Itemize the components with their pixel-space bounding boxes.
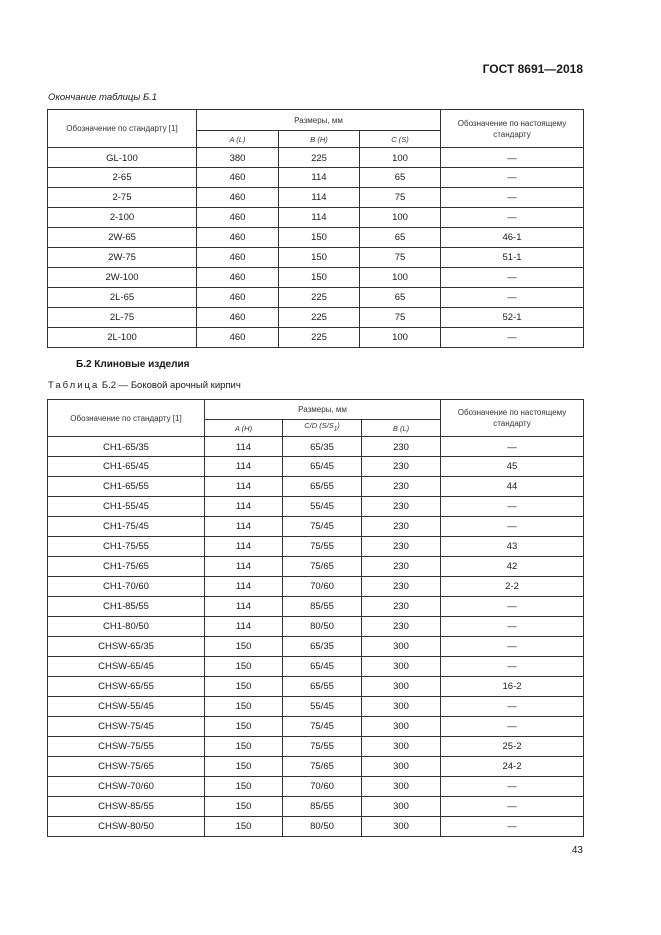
cell-size-1: 114	[205, 477, 283, 497]
cell-size-1: 460	[197, 168, 279, 188]
cell-designation: CHSW-75/65	[48, 757, 205, 777]
cell-size-3: 230	[362, 517, 441, 537]
cell-size-2: 55/45	[283, 497, 362, 517]
cell-current-designation: 2-2	[441, 577, 584, 597]
table-row	[48, 657, 584, 677]
cell-current-designation: —	[441, 717, 584, 737]
cell-size-3: 300	[362, 717, 441, 737]
cell-size-1: 150	[205, 637, 283, 657]
table-row	[48, 437, 584, 457]
cell-designation: 2L-65	[48, 288, 197, 308]
table2-caption-word: Таблица	[48, 380, 100, 391]
cell-designation: CHSW-70/60	[48, 777, 205, 797]
table-row	[48, 797, 584, 817]
cell-size-3: 300	[362, 797, 441, 817]
table-b2	[47, 399, 584, 837]
table-row	[48, 148, 584, 168]
table-row	[48, 188, 584, 208]
cell-size-3: 300	[362, 697, 441, 717]
table-row	[48, 477, 584, 497]
table-row	[48, 577, 584, 597]
cell-size-1: 114	[205, 557, 283, 577]
table-row	[48, 168, 584, 188]
header-sizes: Размеры, мм	[197, 110, 441, 131]
table2-caption-text: Б.2 — Боковой арочный кирпич	[99, 380, 241, 391]
cell-size-2: 65/35	[283, 437, 362, 457]
cell-designation: 2W-65	[48, 228, 197, 248]
header-sizes: Размеры, мм	[205, 400, 441, 420]
cell-current-designation: —	[441, 517, 584, 537]
cell-current-designation: —	[441, 637, 584, 657]
cell-designation: CHSW-65/55	[48, 677, 205, 697]
cell-size-3: 65	[360, 288, 441, 308]
cell-size-3: 75	[360, 188, 441, 208]
cell-size-3: 300	[362, 757, 441, 777]
cell-size-2: 225	[279, 288, 360, 308]
cell-current-designation: —	[441, 497, 584, 517]
table-row	[48, 228, 584, 248]
cell-size-3: 230	[362, 597, 441, 617]
header-cd-close: )	[337, 421, 340, 431]
standard-header: ГОСТ 8691—2018	[482, 62, 583, 76]
table-row	[48, 677, 584, 697]
cell-designation: CH1-70/60	[48, 577, 205, 597]
table-row	[48, 497, 584, 517]
header-cd	[283, 420, 362, 437]
cell-size-1: 150	[205, 737, 283, 757]
table-row	[48, 737, 584, 757]
cell-size-1: 114	[205, 517, 283, 537]
cell-designation: CH1-75/65	[48, 557, 205, 577]
cell-size-1: 460	[197, 208, 279, 228]
header-b: B (L)	[362, 420, 441, 437]
cell-designation: CH1-75/55	[48, 537, 205, 557]
table2-caption	[48, 380, 241, 391]
cell-size-2: 65/55	[283, 677, 362, 697]
cell-size-1: 150	[205, 717, 283, 737]
table-row	[48, 268, 584, 288]
cell-current-designation: 42	[441, 557, 584, 577]
cell-size-3: 65	[360, 228, 441, 248]
cell-size-1: 380	[197, 148, 279, 168]
cell-size-3: 75	[360, 248, 441, 268]
cell-size-2: 225	[279, 308, 360, 328]
cell-size-3: 300	[362, 677, 441, 697]
cell-current-designation: 43	[441, 537, 584, 557]
cell-size-2: 150	[279, 228, 360, 248]
cell-size-1: 114	[205, 577, 283, 597]
cell-designation: 2L-100	[48, 328, 197, 348]
cell-current-designation: 51-1	[441, 248, 584, 268]
cell-current-designation: —	[441, 168, 584, 188]
table-row	[48, 717, 584, 737]
table-row	[48, 777, 584, 797]
header-designation: Обозначение по стандарту [1]	[48, 110, 197, 148]
cell-designation: CH1-65/45	[48, 457, 205, 477]
cell-size-3: 300	[362, 657, 441, 677]
cell-size-3: 100	[360, 148, 441, 168]
table-row	[48, 517, 584, 537]
cell-current-designation: —	[441, 148, 584, 168]
cell-size-3: 300	[362, 817, 441, 837]
cell-designation: 2W-75	[48, 248, 197, 268]
cell-current-designation: 44	[441, 477, 584, 497]
cell-size-2: 80/50	[283, 817, 362, 837]
cell-current-designation: —	[441, 777, 584, 797]
cell-designation: GL-100	[48, 148, 197, 168]
cell-designation: CH1-65/35	[48, 437, 205, 457]
cell-size-2: 225	[279, 328, 360, 348]
cell-designation: 2-100	[48, 208, 197, 228]
cell-size-3: 230	[362, 537, 441, 557]
cell-size-1: 114	[205, 617, 283, 637]
cell-size-2: 55/45	[283, 697, 362, 717]
cell-current-designation: —	[441, 208, 584, 228]
table-row	[48, 248, 584, 268]
cell-size-1: 114	[205, 597, 283, 617]
cell-size-2: 75/65	[283, 557, 362, 577]
cell-size-1: 460	[197, 188, 279, 208]
cell-current-designation: —	[441, 597, 584, 617]
cell-current-designation: —	[441, 617, 584, 637]
cell-current-designation: —	[441, 817, 584, 837]
cell-designation: CH1-55/45	[48, 497, 205, 517]
cell-size-1: 460	[197, 288, 279, 308]
cell-size-3: 230	[362, 617, 441, 637]
cell-size-2: 80/50	[283, 617, 362, 637]
table-row	[48, 208, 584, 228]
table-row	[48, 328, 584, 348]
cell-size-1: 150	[205, 757, 283, 777]
cell-size-2: 75/55	[283, 537, 362, 557]
cell-size-1: 460	[197, 328, 279, 348]
cell-designation: CH1-80/50	[48, 617, 205, 637]
cell-current-designation: —	[441, 288, 584, 308]
cell-current-designation: 25-2	[441, 737, 584, 757]
cell-size-2: 150	[279, 248, 360, 268]
table-row	[48, 637, 584, 657]
cell-current-designation: —	[441, 328, 584, 348]
table-row	[48, 597, 584, 617]
cell-current-designation: —	[441, 797, 584, 817]
cell-current-designation: —	[441, 697, 584, 717]
cell-size-2: 225	[279, 148, 360, 168]
cell-size-1: 114	[205, 537, 283, 557]
header-cd-main: C/D (S/S	[304, 421, 334, 431]
table-row	[48, 617, 584, 637]
cell-designation: CHSW-65/35	[48, 637, 205, 657]
cell-size-3: 230	[362, 557, 441, 577]
table2-body	[48, 437, 584, 837]
cell-size-1: 150	[205, 797, 283, 817]
cell-size-1: 460	[197, 248, 279, 268]
cell-designation: CHSW-80/50	[48, 817, 205, 837]
cell-size-1: 114	[205, 437, 283, 457]
cell-size-3: 300	[362, 737, 441, 757]
header-b: B (H)	[279, 131, 360, 148]
table1-body	[48, 148, 584, 348]
cell-current-designation: —	[441, 437, 584, 457]
header-designation: Обозначение по стандарту [1]	[48, 400, 205, 437]
table-row	[48, 288, 584, 308]
cell-size-1: 114	[205, 497, 283, 517]
cell-size-2: 114	[279, 168, 360, 188]
cell-designation: CHSW-75/45	[48, 717, 205, 737]
cell-current-designation: —	[441, 188, 584, 208]
table-row	[48, 457, 584, 477]
cell-size-2: 150	[279, 268, 360, 288]
cell-size-1: 150	[205, 677, 283, 697]
cell-size-3: 300	[362, 637, 441, 657]
cell-size-2: 65/45	[283, 657, 362, 677]
cell-designation: 2-65	[48, 168, 197, 188]
cell-size-3: 230	[362, 477, 441, 497]
cell-size-3: 100	[360, 328, 441, 348]
header-current-designation: Обозначение по настоящему стандарту	[441, 110, 584, 148]
cell-size-3: 230	[362, 577, 441, 597]
cell-current-designation: 46-1	[441, 228, 584, 248]
cell-current-designation: 24-2	[441, 757, 584, 777]
cell-size-2: 75/45	[283, 517, 362, 537]
cell-designation: CH1-85/55	[48, 597, 205, 617]
header-cd-sub: 1	[333, 426, 338, 433]
cell-size-1: 460	[197, 228, 279, 248]
table-row	[48, 557, 584, 577]
cell-size-3: 75	[360, 308, 441, 328]
page-number: 43	[571, 845, 583, 856]
table-b1-end	[47, 109, 584, 348]
header-a: A (H)	[205, 420, 283, 437]
cell-designation: 2-75	[48, 188, 197, 208]
cell-size-2: 70/60	[283, 577, 362, 597]
cell-size-2: 65/55	[283, 477, 362, 497]
table-row	[48, 308, 584, 328]
cell-current-designation: 16-2	[441, 677, 584, 697]
cell-size-3: 230	[362, 497, 441, 517]
cell-size-1: 460	[197, 308, 279, 328]
table1-caption: Окончание таблицы Б.1	[48, 92, 158, 103]
cell-size-1: 150	[205, 777, 283, 797]
cell-current-designation: —	[441, 268, 584, 288]
cell-size-3: 100	[360, 208, 441, 228]
cell-size-2: 114	[279, 188, 360, 208]
cell-designation: CHSW-65/45	[48, 657, 205, 677]
header-c: C (S)	[360, 131, 441, 148]
cell-designation: 2L-75	[48, 308, 197, 328]
cell-size-2: 114	[279, 208, 360, 228]
table-row	[48, 537, 584, 557]
cell-size-2: 85/55	[283, 597, 362, 617]
table-row	[48, 817, 584, 837]
table-row	[48, 757, 584, 777]
cell-size-3: 100	[360, 268, 441, 288]
cell-size-2: 75/55	[283, 737, 362, 757]
cell-current-designation: 45	[441, 457, 584, 477]
cell-size-1: 460	[197, 268, 279, 288]
cell-current-designation: —	[441, 657, 584, 677]
header-a: A (L)	[197, 131, 279, 148]
cell-designation: CH1-65/55	[48, 477, 205, 497]
header-current-designation: Обозначение по настоящему стандарту	[441, 400, 584, 437]
cell-designation: CH1-75/45	[48, 517, 205, 537]
cell-designation: 2W-100	[48, 268, 197, 288]
cell-current-designation: 52-1	[441, 308, 584, 328]
cell-designation: CHSW-75/55	[48, 737, 205, 757]
cell-designation: CHSW-55/45	[48, 697, 205, 717]
cell-size-2: 65/45	[283, 457, 362, 477]
cell-size-1: 150	[205, 657, 283, 677]
section-title: Б.2 Клиновые изделия	[76, 359, 190, 370]
cell-designation: CHSW-85/55	[48, 797, 205, 817]
cell-size-1: 150	[205, 697, 283, 717]
cell-size-1: 150	[205, 817, 283, 837]
cell-size-2: 75/45	[283, 717, 362, 737]
cell-size-2: 85/55	[283, 797, 362, 817]
cell-size-3: 65	[360, 168, 441, 188]
cell-size-3: 300	[362, 777, 441, 797]
cell-size-2: 70/60	[283, 777, 362, 797]
table-row	[48, 697, 584, 717]
cell-size-3: 230	[362, 457, 441, 477]
cell-size-1: 114	[205, 457, 283, 477]
cell-size-3: 230	[362, 437, 441, 457]
cell-size-2: 65/35	[283, 637, 362, 657]
cell-size-2: 75/65	[283, 757, 362, 777]
